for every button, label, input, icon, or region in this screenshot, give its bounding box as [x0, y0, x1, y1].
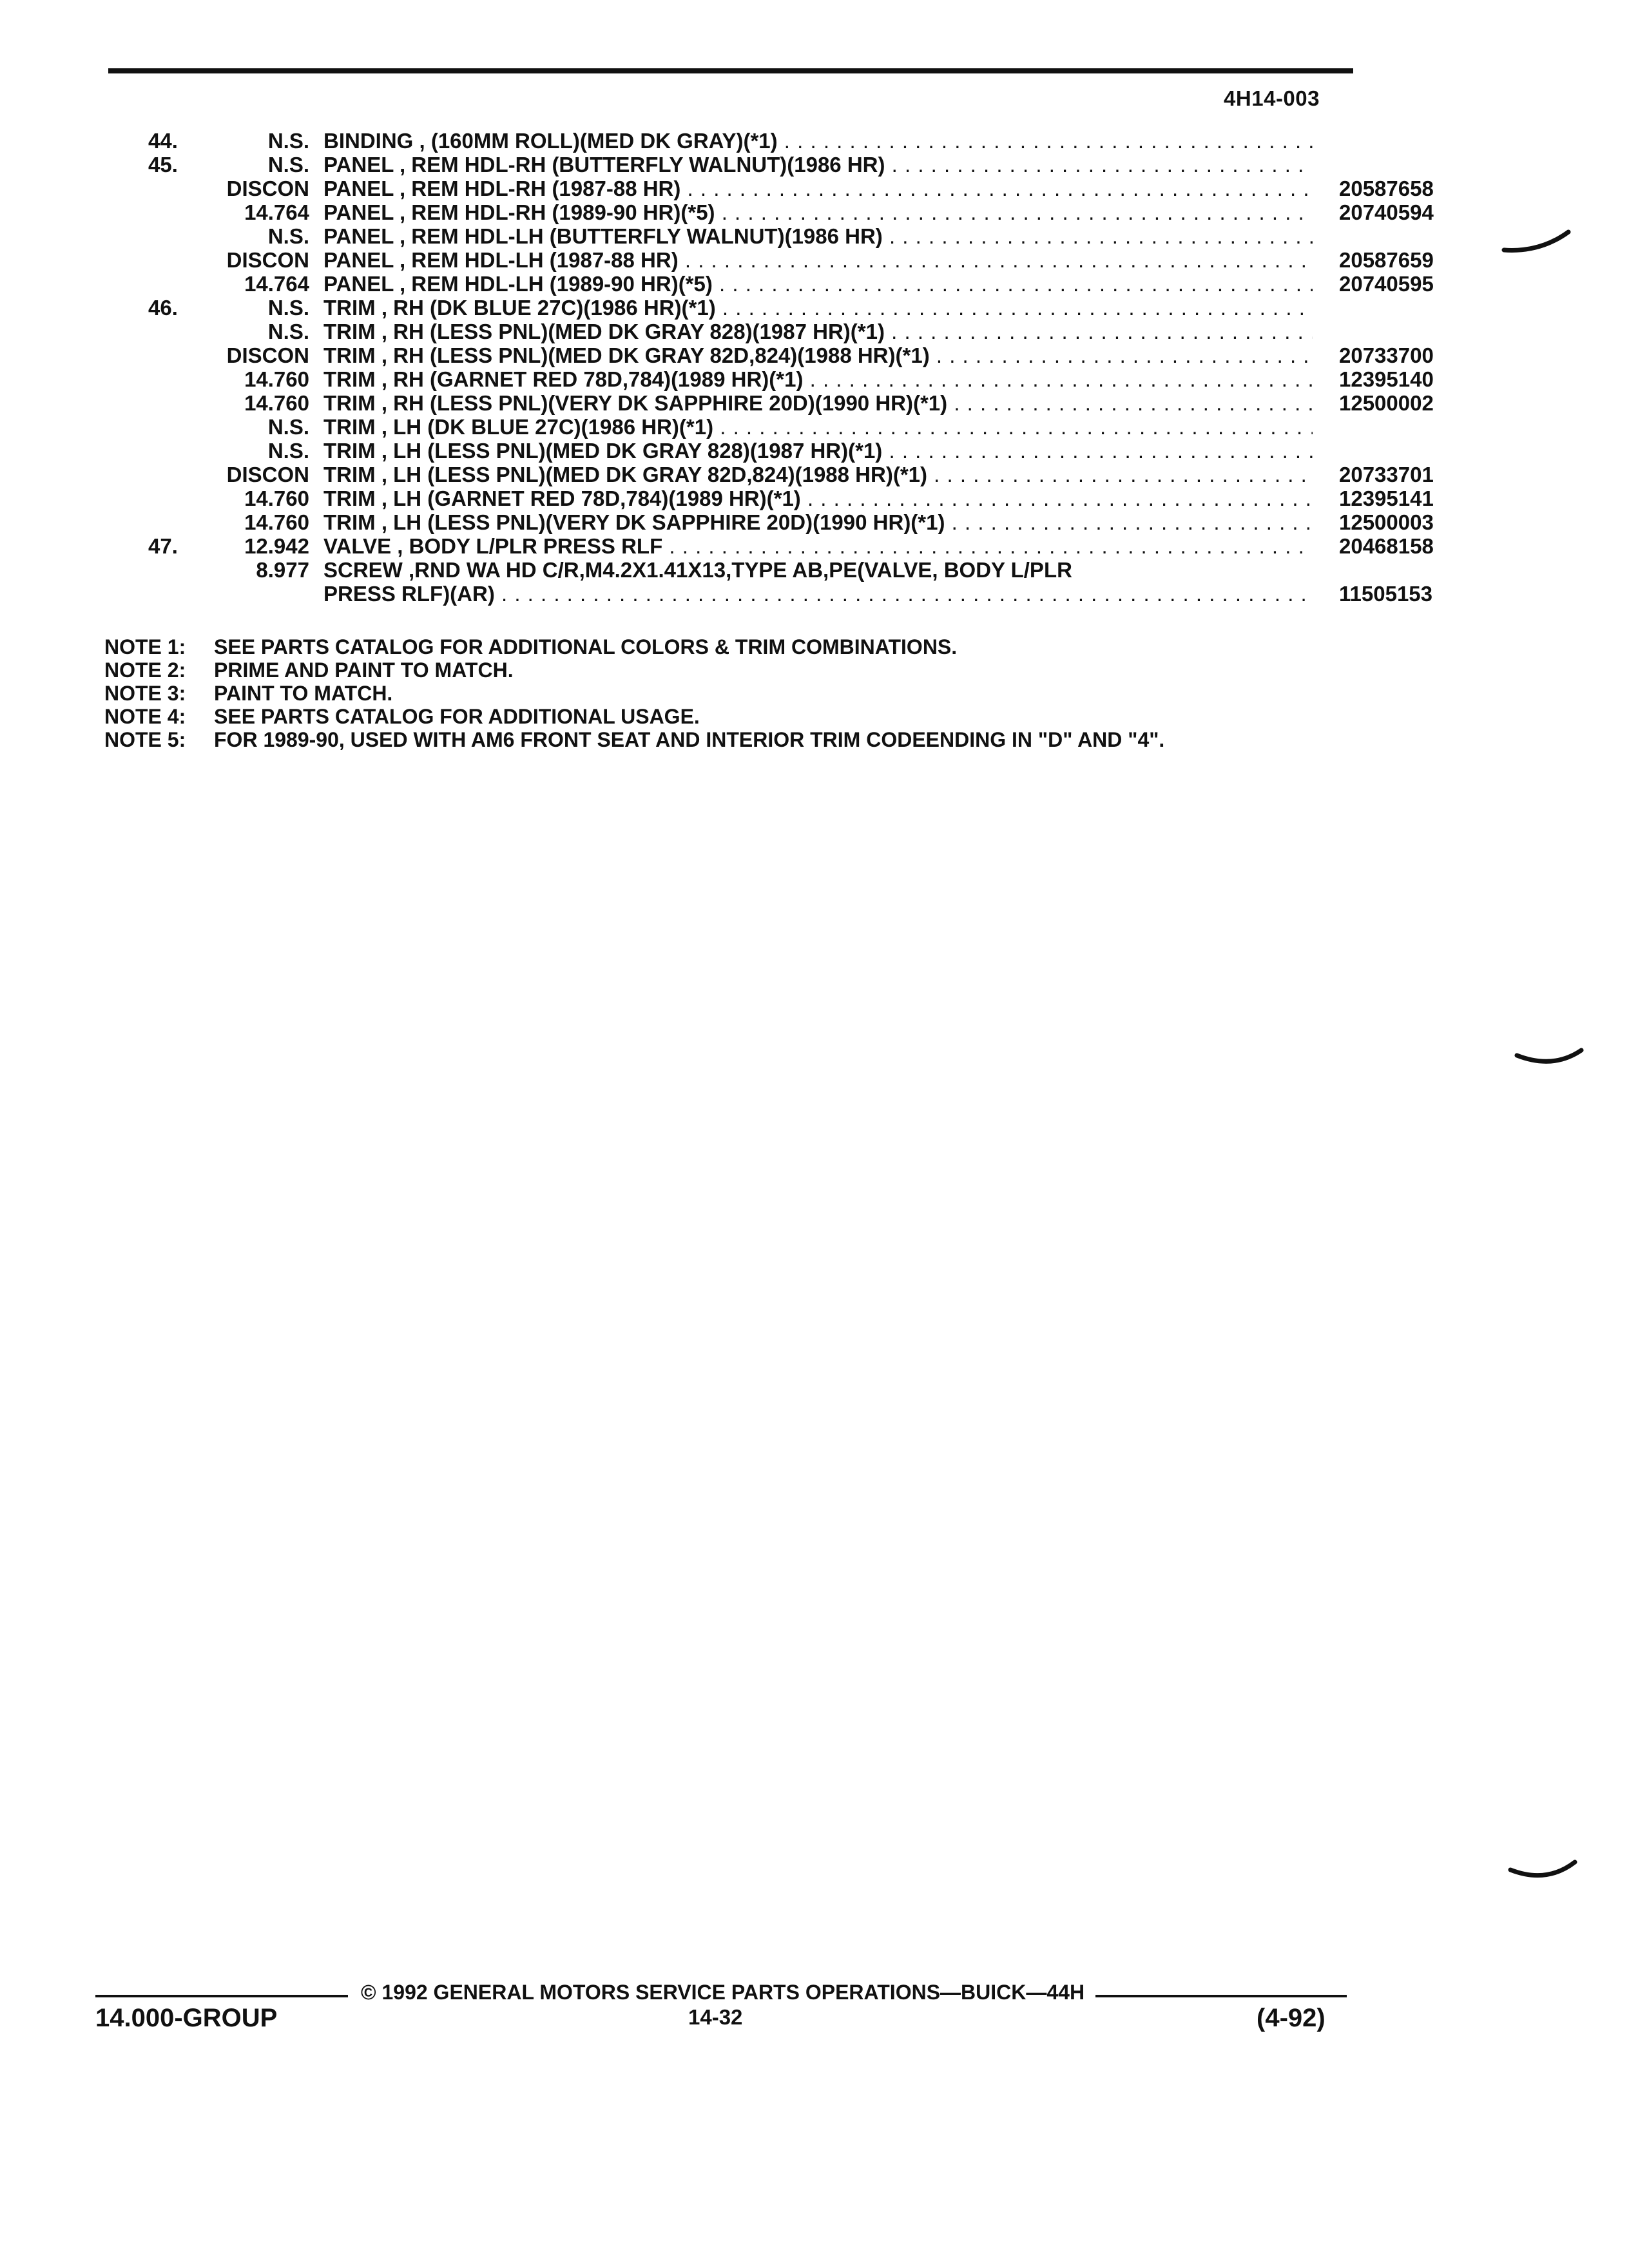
footer-page-number: 14-32 — [688, 2005, 743, 2029]
ref-number: 45. — [148, 153, 178, 177]
group-number: DISCON — [226, 248, 309, 272]
group-number: 14.760 — [244, 486, 309, 510]
note-label: NOTE 4: — [104, 705, 186, 728]
group-number: DISCON — [226, 177, 309, 200]
note-text: FOR 1989-90, USED WITH AM6 FRONT SEAT AND INTERIOR TRIM CODEENDING IN "D" AND "4". — [214, 728, 1165, 751]
binder-mark-icon — [1501, 227, 1572, 259]
parts-row — [103, 320, 1360, 343]
note-row — [104, 705, 1361, 728]
group-number: 14.760 — [244, 510, 309, 534]
part-description: BINDING , (160MM ROLL)(MED DK GRAY)(*1) . . . — [323, 129, 1313, 153]
part-number: 20468158 — [1339, 534, 1434, 558]
group-number: N.S. — [267, 224, 309, 248]
group-number: 14.760 — [244, 391, 309, 415]
notes-section — [104, 635, 1361, 751]
note-label: NOTE 3: — [104, 682, 186, 705]
part-description: TRIM , LH (GARNET RED 78D,784)(1989 HR)(*1) . . . — [323, 486, 1313, 510]
description-line-1: SCREW ,RND WA HD C/R,M4.2X1.41X13,TYPE AB,PE(VALVE, BODY L/PLR — [323, 558, 1072, 582]
note-label: NOTE 5: — [104, 728, 186, 751]
parts-row-screw — [103, 558, 1433, 606]
group-number: N.S. — [267, 415, 309, 439]
part-description: TRIM , RH (LESS PNL)(VERY DK SAPPHIRE 20D)(1990 HR)(*1) . . . — [323, 391, 1313, 415]
part-description: TRIM , RH (DK BLUE 27C)(1986 HR)(*1) . . . — [323, 296, 1313, 320]
top-rule — [108, 68, 1353, 73]
parts-row — [103, 177, 1434, 200]
group-number: N.S. — [267, 153, 309, 177]
note-label: NOTE 1: — [104, 635, 186, 658]
parts-row — [103, 272, 1434, 296]
part-description — [323, 558, 1313, 606]
part-description: PANEL , REM HDL-RH (1989-90 HR)(*5) . . . — [323, 200, 1313, 224]
note-text: PRIME AND PAINT TO MATCH. — [214, 658, 514, 682]
ref-number: 44. — [148, 129, 178, 153]
group-number: 8.977 — [256, 558, 309, 582]
note-text: PAINT TO MATCH. — [214, 682, 393, 705]
footer-rule-right — [1095, 1995, 1347, 1997]
part-description: VALVE , BODY L/PLR PRESS RLF . . . — [323, 534, 1313, 558]
parts-row — [103, 463, 1434, 486]
parts-row — [103, 439, 1360, 463]
part-description: TRIM , RH (GARNET RED 78D,784)(1989 HR)(*1) . . . — [323, 367, 1313, 391]
parts-row — [103, 343, 1434, 367]
parts-row — [103, 534, 1434, 558]
parts-row — [103, 129, 1360, 153]
part-description: PANEL , REM HDL-RH (1987-88 HR) . . . — [323, 177, 1313, 200]
part-description: TRIM , LH (LESS PNL)(MED DK GRAY 82D,824)(1988 HR)(*1) . . . — [323, 463, 1313, 486]
description-line-2: PRESS RLF)(AR) . . . — [323, 582, 1313, 606]
group-number: N.S. — [267, 320, 309, 343]
part-number: 20740594 — [1339, 200, 1434, 224]
parts-row — [103, 248, 1434, 272]
part-number: 12395141 — [1339, 486, 1434, 510]
part-number: 20587658 — [1339, 177, 1434, 200]
parts-row — [103, 200, 1434, 224]
footer-copyright: © 1992 GENERAL MOTORS SERVICE PARTS OPERATIONS—BUICK—44H — [361, 1981, 1085, 2004]
group-number: 14.764 — [244, 200, 309, 224]
group-number: 12.942 — [244, 534, 309, 558]
parts-row — [103, 510, 1434, 534]
group-number: DISCON — [226, 463, 309, 486]
group-number: N.S. — [267, 129, 309, 153]
part-number: 20740595 — [1339, 272, 1434, 296]
footer-rule-left — [95, 1995, 348, 1997]
note-text: SEE PARTS CATALOG FOR ADDITIONAL USAGE. — [214, 705, 700, 728]
part-description: TRIM , LH (LESS PNL)(VERY DK SAPPHIRE 20D)(1990 HR)(*1) . . . — [323, 510, 1313, 534]
group-number: N.S. — [267, 296, 309, 320]
part-number: 12500003 — [1339, 510, 1434, 534]
part-number: 20733700 — [1339, 343, 1434, 367]
parts-list — [103, 129, 1434, 606]
parts-row — [103, 153, 1360, 177]
part-number: 12500002 — [1339, 391, 1434, 415]
page-code: 4H14-003 — [1224, 86, 1320, 110]
part-description: PANEL , REM HDL-LH (BUTTERFLY WALNUT)(1986 HR) . . . — [323, 224, 1313, 248]
parts-row — [103, 415, 1360, 439]
note-row — [104, 635, 1361, 658]
group-number: DISCON — [226, 343, 309, 367]
binder-mark-icon — [1514, 1041, 1585, 1073]
part-description: TRIM , LH (DK BLUE 27C)(1986 HR)(*1) . . . — [323, 415, 1313, 439]
ref-number: 47. — [148, 534, 178, 558]
binder-mark-icon — [1508, 1854, 1579, 1887]
part-description: TRIM , RH (LESS PNL)(MED DK GRAY 828)(1987 HR)(*1) . . . — [323, 320, 1313, 343]
group-number: 14.764 — [244, 272, 309, 296]
group-number: 14.760 — [244, 367, 309, 391]
note-label: NOTE 2: — [104, 658, 186, 682]
note-row — [104, 682, 1361, 705]
note-row — [104, 728, 1361, 751]
part-description: TRIM , RH (LESS PNL)(MED DK GRAY 82D,824)(1988 HR)(*1) . . . — [323, 343, 1313, 367]
part-number: 20733701 — [1339, 463, 1434, 486]
group-number: N.S. — [267, 439, 309, 463]
parts-row — [103, 391, 1434, 415]
part-number: 12395140 — [1339, 367, 1434, 391]
footer-date: (4-92) — [1257, 2004, 1325, 2032]
part-description: TRIM , LH (LESS PNL)(MED DK GRAY 828)(1987 HR)(*1) . . . — [323, 439, 1313, 463]
part-description: PANEL , REM HDL-RH (BUTTERFLY WALNUT)(1986 HR) . . . — [323, 153, 1313, 177]
footer-group: 14.000-GROUP — [95, 2004, 278, 2032]
part-description: PANEL , REM HDL-LH (1989-90 HR)(*5) . . . — [323, 272, 1313, 296]
part-description: PANEL , REM HDL-LH (1987-88 HR) . . . — [323, 248, 1313, 272]
note-row — [104, 658, 1361, 682]
parts-row — [103, 224, 1360, 248]
parts-row — [103, 367, 1434, 391]
parts-row — [103, 296, 1360, 320]
part-number: 11505153 — [1339, 582, 1433, 606]
note-text: SEE PARTS CATALOG FOR ADDITIONAL COLORS & TRIM COMBINATIONS. — [214, 635, 958, 658]
part-number: 20587659 — [1339, 248, 1434, 272]
parts-row — [103, 486, 1434, 510]
ref-number: 46. — [148, 296, 178, 320]
